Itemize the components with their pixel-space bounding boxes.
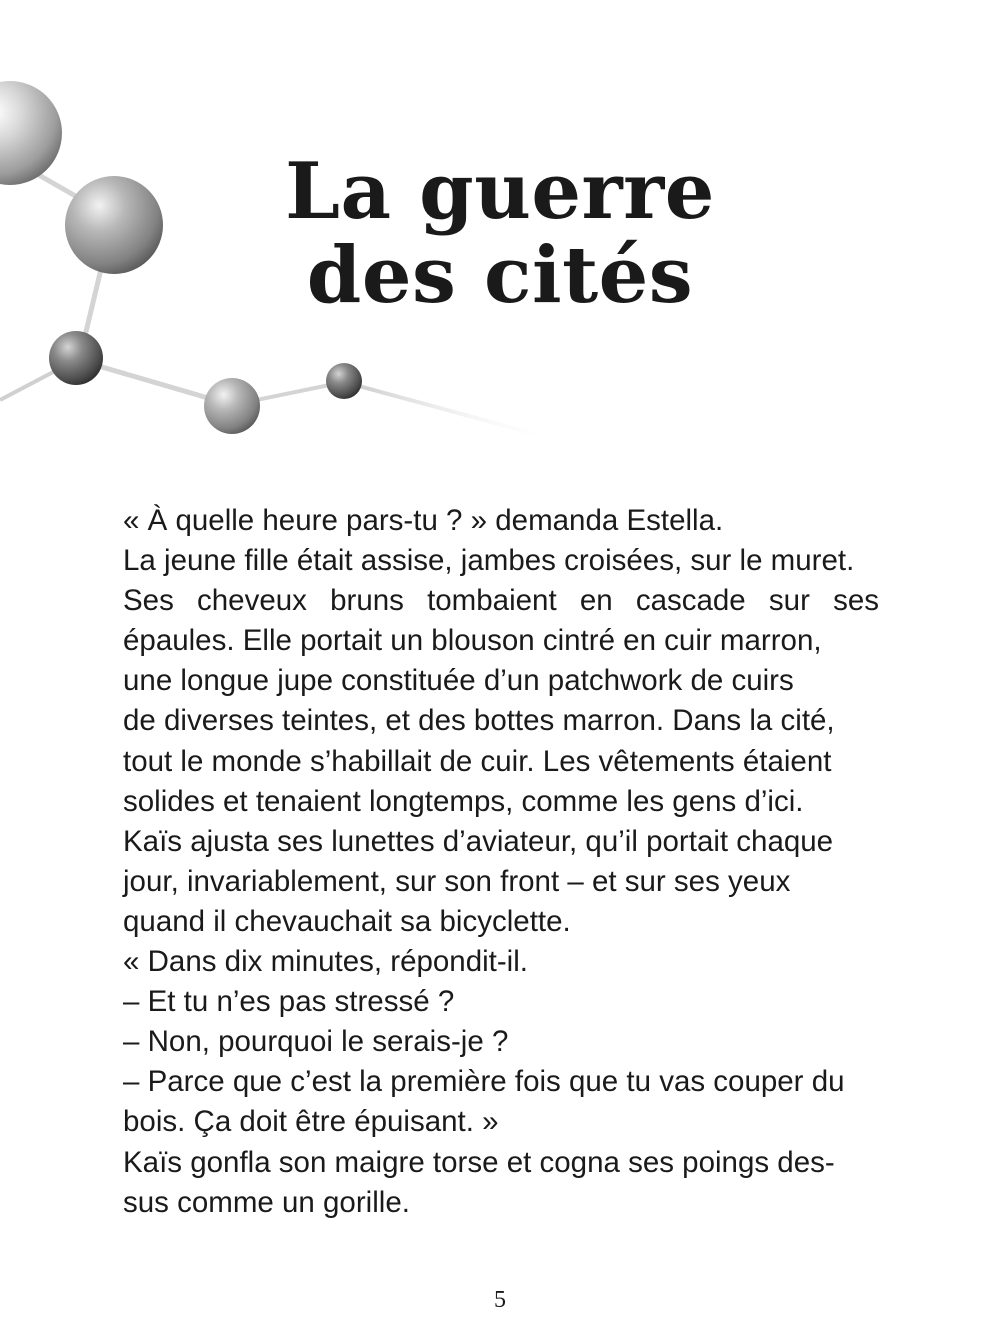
text-line: de diverses teintes, et des bottes marron. Dans la cité, bbox=[123, 704, 835, 738]
text-line: – Et tu n’es pas stressé ? bbox=[123, 985, 455, 1019]
chapter-title-line-2: des cités bbox=[306, 230, 694, 321]
chapter-body-text bbox=[123, 501, 879, 1223]
text-line: bois. Ça doit être épuisant. » bbox=[123, 1105, 499, 1139]
text-line: « Dans dix minutes, répondit-il. bbox=[123, 945, 528, 979]
text-line: sus comme un gorille. bbox=[123, 1185, 410, 1219]
text-line: épaules. Elle portait un blouson cintré en cuir marron, bbox=[123, 624, 822, 658]
sphere-large-top bbox=[0, 81, 62, 185]
text-line: La jeune fille était assise, jambes croisées, sur le muret. bbox=[123, 544, 855, 578]
page-number: 5 bbox=[494, 1287, 506, 1313]
text-line: quand il chevauchait sa bicyclette. bbox=[123, 904, 571, 938]
text-line: « À quelle heure pars-tu ? » demanda Estella. bbox=[123, 504, 724, 537]
text-line: solides et tenaient longtemps, comme les gens d’ici. bbox=[123, 784, 804, 818]
text-line: tout le monde s’habillait de cuir. Les vêtements étaient bbox=[123, 744, 832, 778]
chapter-title bbox=[200, 146, 800, 321]
sphere-large bbox=[65, 176, 163, 274]
chapter-title-line-1: La guerre bbox=[285, 146, 715, 237]
text-line: une longue jupe constituée d’un patchwork de cuirs bbox=[123, 664, 794, 698]
sphere-medium bbox=[204, 378, 260, 434]
text-line: – Non, pourquoi le serais-je ? bbox=[123, 1025, 509, 1059]
text-line: Ses cheveux bruns tombaient en cascade sur ses bbox=[123, 584, 879, 618]
text-line: Kaïs ajusta ses lunettes d’aviateur, qu’il portait chaque bbox=[123, 824, 834, 858]
text-line: – Parce que c’est la première fois que tu vas couper du bbox=[123, 1065, 845, 1099]
sphere-small bbox=[326, 363, 362, 399]
sphere-dark bbox=[49, 331, 103, 385]
text-line: jour, invariablement, sur son front – et sur ses yeux bbox=[123, 864, 791, 898]
text-line: Kaïs gonfla son maigre torse et cogna ses poings des- bbox=[123, 1145, 835, 1179]
